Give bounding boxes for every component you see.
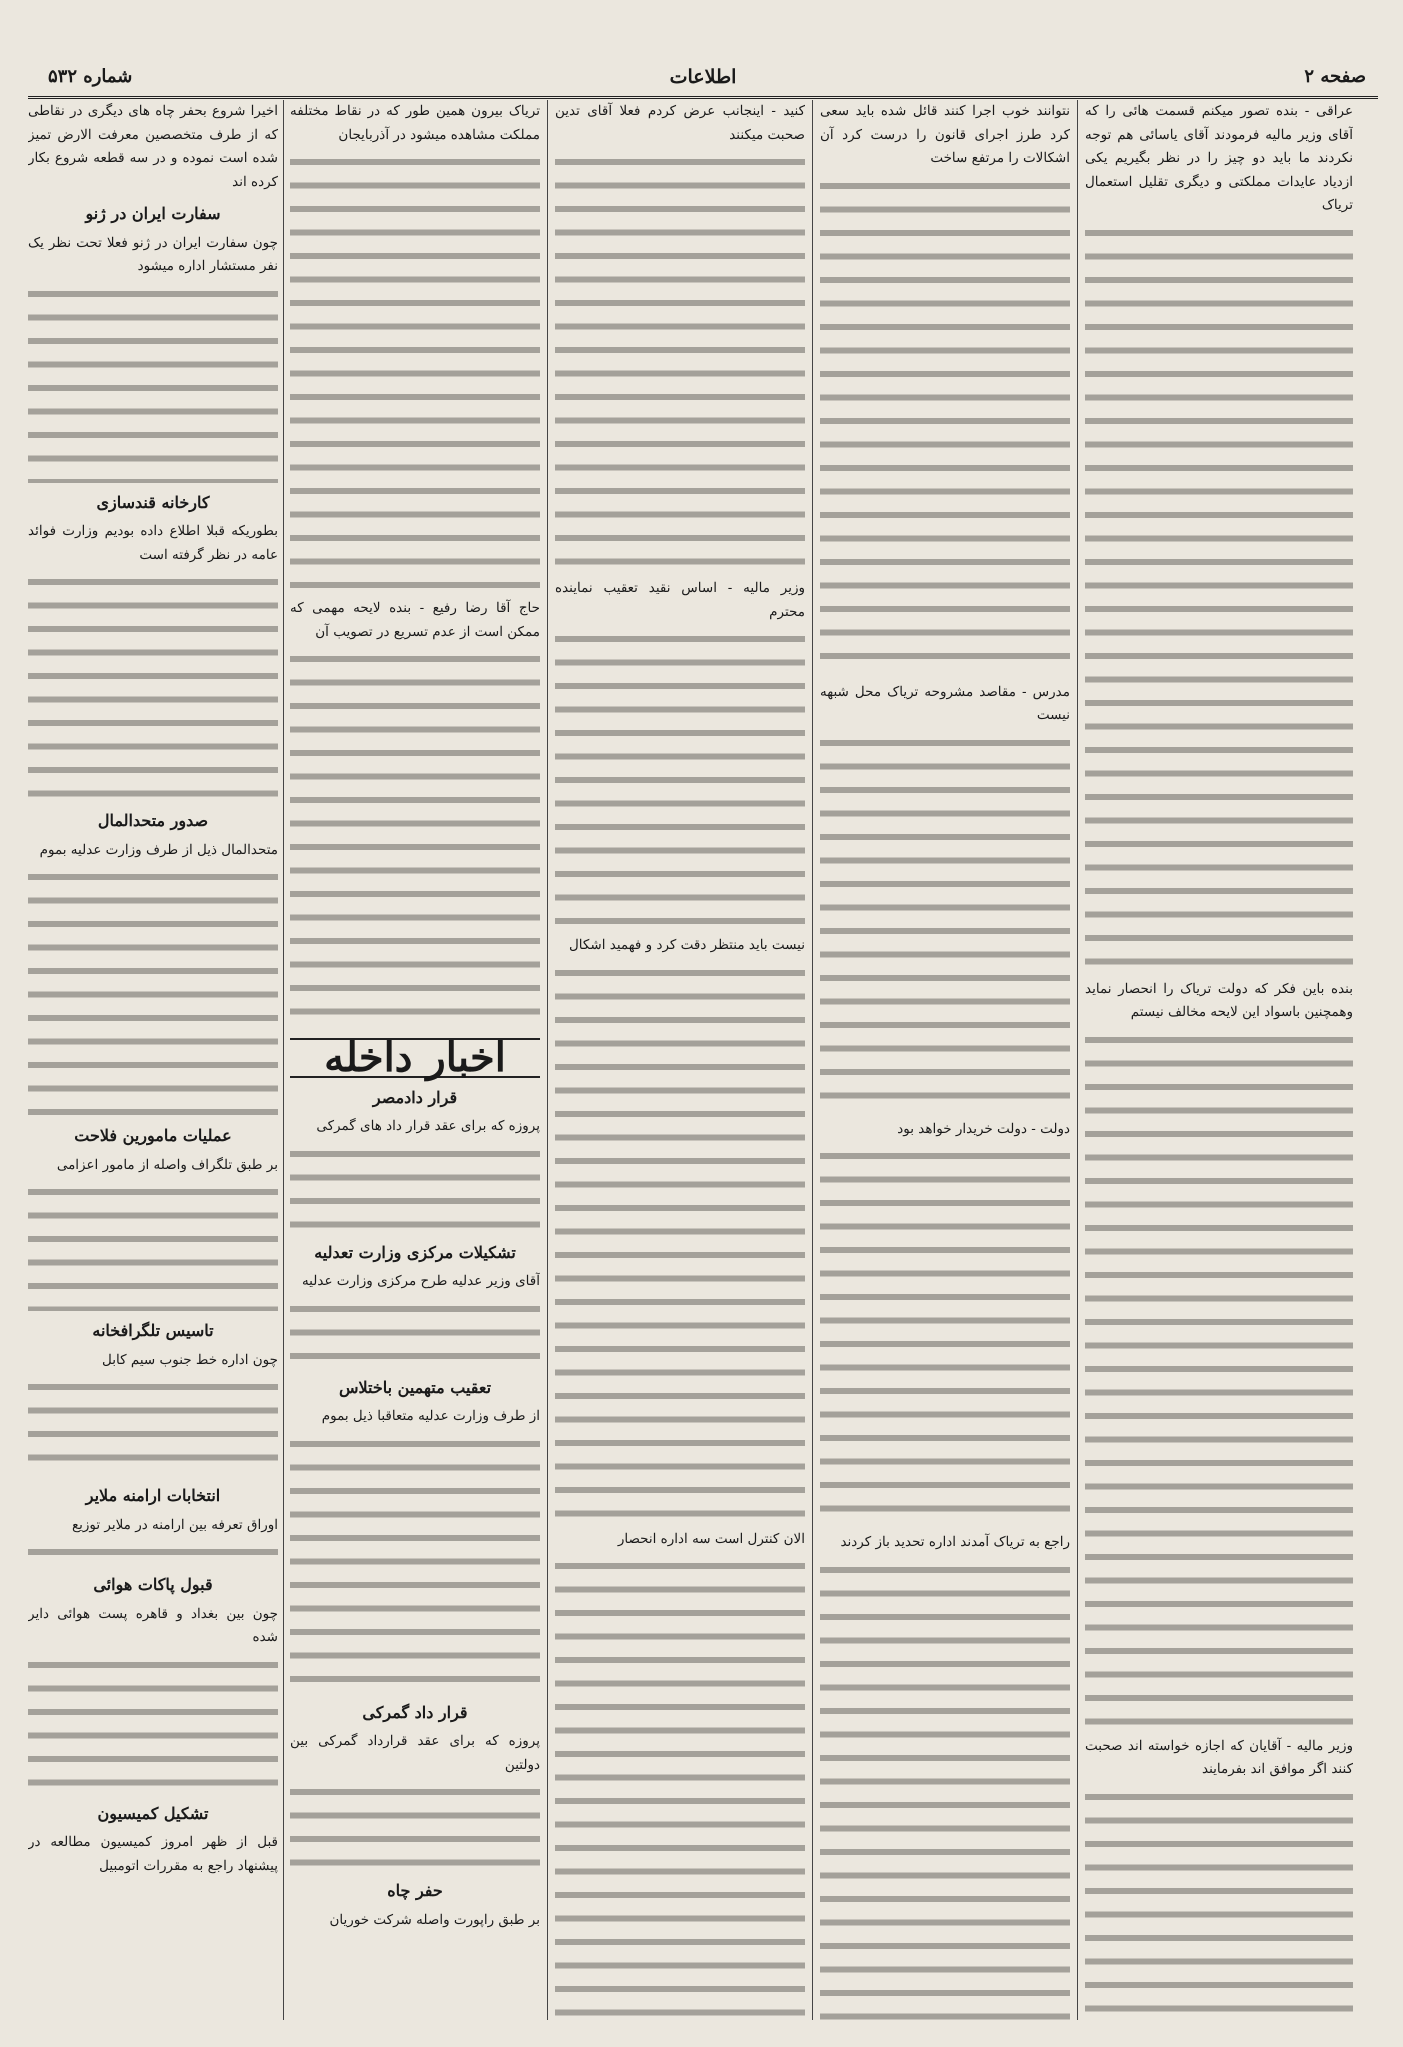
text-block — [555, 962, 805, 1522]
section-heading: اخبار داخله — [290, 1038, 540, 1078]
text-block — [555, 151, 805, 571]
news-heading: قبول پاکات هوائی — [93, 1575, 213, 1594]
column-rule — [1077, 100, 1078, 2020]
column-5 — [28, 100, 278, 2020]
news-text: بر طبق راپورت واصله شرکت خوریان — [329, 1911, 540, 1928]
text-block — [555, 628, 805, 928]
article-text: الان کنترل است سه اداره انحصار — [617, 1530, 805, 1547]
text-block — [28, 866, 278, 1116]
article-text: حاج آقا رضا رفیع - بنده لایحه مهمی که ممکن است از عدم تسریع در تصویب آن — [290, 600, 540, 640]
news-heading: تشکیل کمیسیون — [97, 1803, 209, 1823]
text-block — [1085, 222, 1353, 972]
text-block — [28, 1541, 278, 1565]
news-heading: قرار داد گمرکی — [362, 1702, 468, 1722]
column-2 — [820, 100, 1070, 2020]
news-heading: انتخابات ارامنه ملایر — [85, 1486, 221, 1505]
text-block — [820, 1145, 1070, 1525]
news-heading: عملیات مامورین فلاحت — [74, 1126, 232, 1145]
news-heading: سفارت ایران در ژنو — [85, 204, 221, 223]
news-text: اوراق تعرفه بین ارامنه در ملایر توزیع — [71, 1516, 278, 1533]
article-text: تریاک بیرون همین طور که در نقاط مختلفه مملکت مشاهده میشود در آذربایجان — [290, 103, 540, 143]
column-1 — [1085, 100, 1353, 2020]
text-block — [820, 175, 1070, 675]
article-text: وزیر مالیه - اساس نقید تعقیب نماینده محترم — [555, 580, 805, 620]
news-text: قبل از ظهر امروز کمیسیون مطالعه در پیشنهاد راجع به مقررات اتومبیل — [28, 1834, 278, 1874]
news-text: چون اداره خط جنوب سیم کابل — [102, 1351, 278, 1368]
article-text: وزیر مالیه - آقایان که اجازه خواسته اند صحبت کنند اگر موافق اند بفرمایند — [1085, 1737, 1353, 1777]
text-block — [290, 1298, 540, 1368]
news-text: از طرف وزارت عدلیه متعاقبا ذیل بموم — [321, 1408, 540, 1424]
news-heading: قرار دادمصر — [372, 1087, 458, 1107]
text-block — [820, 732, 1070, 1112]
column-rule — [283, 100, 284, 2020]
news-heading: تعقیب متهمین باختلاس — [338, 1377, 492, 1397]
article-text: نتوانند خوب اجرا کنند قائل شده باید سعی کرد طرز اجرای قانون را درست کرد آن اشکالات را مرتفع ساخت — [820, 103, 1070, 166]
article-text: مدرس - مقاصد مشروحه تریاک محل شبهه نیست — [820, 683, 1070, 723]
text-block — [28, 1654, 278, 1794]
text-block — [290, 1781, 540, 1871]
news-text: چون سفارت ایران در ژنو فعلا تحت نظر یک نفر مستشار اداره میشود — [28, 234, 278, 274]
column-rule — [812, 100, 813, 2020]
text-block — [28, 283, 278, 483]
text-block — [28, 571, 278, 801]
news-heading: تاسیس تلگرافخانه — [92, 1321, 214, 1340]
column-4 — [290, 100, 540, 2020]
text-block — [1085, 1786, 1353, 2021]
article-text: کنید - اینجانب عرض کردم فعلا آقای تدین صحبت میکنند — [555, 103, 805, 143]
text-block — [28, 1181, 278, 1311]
article-text: عراقی - بنده تصور میکنم قسمت هائی را که آقای وزیر مالیه فرمودند آقای یاسائی هم توجه نکردند ما باید دو چیز را در نظر بگیریم یکی ازدیاد عایدات مملکتی و دیگری تقلیل استعمال تریاک — [1085, 103, 1353, 213]
paper-name: اطلاعات — [669, 66, 737, 88]
news-text: پروزه که برای عقد قرار داد های گمرکی — [316, 1118, 540, 1134]
news-heading: حفر چاه — [387, 1881, 443, 1900]
article-text: نیست باید منتظر دقت کرد و فهمید اشکال — [569, 937, 805, 953]
page-number: صفحه ۲ — [1304, 66, 1366, 87]
masthead — [28, 62, 1378, 99]
text-block — [555, 1555, 805, 2020]
news-heading: کارخانه قندسازی — [96, 492, 210, 512]
news-text: آقای وزیر عدلیه طرح مرکزی وزارت عدلیه — [301, 1273, 540, 1289]
issue-number: شماره ۵۳۲ — [48, 66, 133, 87]
news-heading: تشکیلات مرکزی وزارت تعدلیه — [314, 1242, 516, 1262]
news-text: اخیرا شروع بحفر چاه های دیگری در نقاطی که از طرف متخصصین معرفت الارض تمیز شده است نموده و در سه قطعه شروع بکار کرده اند — [28, 103, 278, 190]
text-block — [290, 151, 540, 591]
news-text: بطوریکه قبلا اطلاع داده بودیم وزارت فوائد عامه در نظر گرفته است — [28, 523, 278, 563]
news-heading: صدور متحدالمال — [97, 811, 209, 830]
article-text: دولت - دولت خریدار خواهد بود — [897, 1120, 1070, 1137]
text-block — [1085, 1029, 1353, 1729]
text-block — [290, 1143, 540, 1233]
text-block — [290, 1433, 540, 1693]
text-block — [290, 648, 540, 1028]
column-rule — [547, 100, 548, 2020]
news-text: بر طبق تلگراف واصله از مامور اعزامی — [56, 1156, 278, 1173]
article-text: راجع به تریاک آمدند اداره تحدید باز کردند — [840, 1534, 1070, 1550]
column-3 — [555, 100, 805, 2020]
text-block — [28, 1376, 278, 1476]
news-text: چون بین بغداد و قاهره پست هوائی دایر شده — [28, 1605, 278, 1645]
news-text: پروزه که برای عقد قرارداد گمرکی بین دولتین — [290, 1733, 540, 1773]
news-text: متحدالمال ذیل از طرف وزارت عدلیه بموم — [39, 841, 278, 858]
text-block — [820, 1559, 1070, 2021]
article-text: بنده باین فکر که دولت تریاک را انحصار نماید وهمچنین باسواد این لایحه مخالف نیستم — [1085, 980, 1353, 1020]
